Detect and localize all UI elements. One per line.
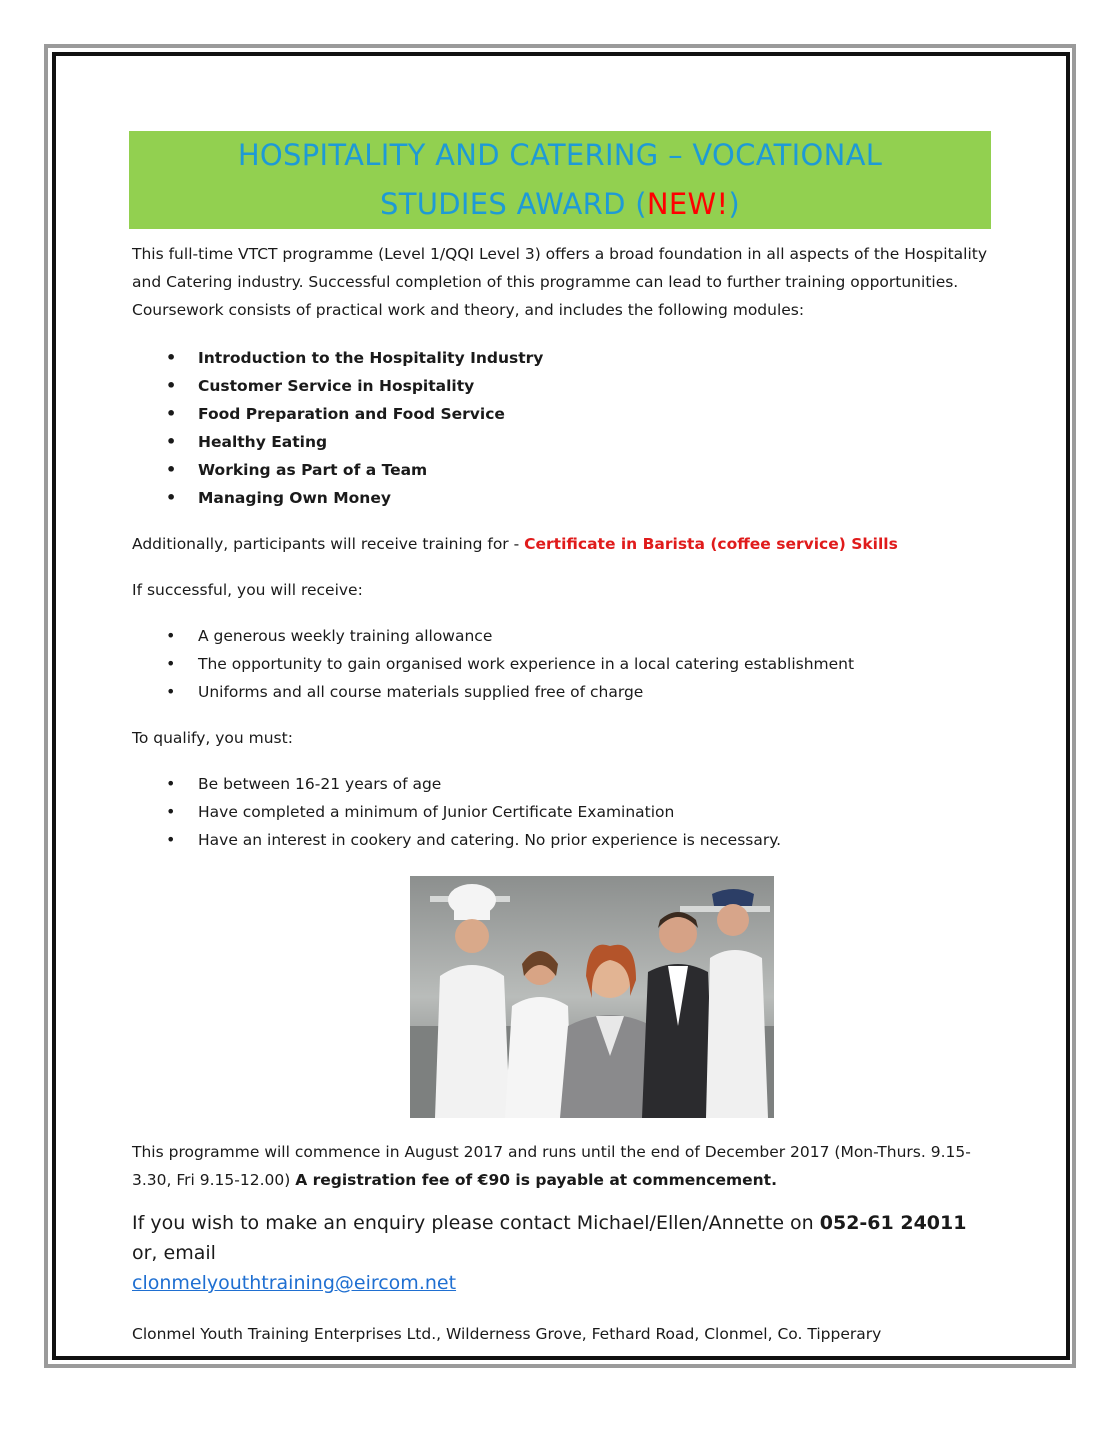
receive-item: • Uniforms and all course materials supplied free of charge	[132, 678, 992, 706]
module-item: • Customer Service in Hospitality	[132, 372, 992, 400]
enquiry-paragraph	[132, 1208, 992, 1298]
receive-item: • A generous weekly training allowance	[132, 622, 992, 650]
email-link[interactable]: clonmelyouthtraining@eircom.net	[132, 1272, 457, 1294]
catering-staff-photo	[410, 876, 774, 1118]
qualify-heading: To qualify, you must:	[132, 729, 293, 747]
phone-number: 052-61 24011	[819, 1212, 967, 1234]
new-badge: NEW!	[646, 187, 729, 221]
company-address: Clonmel Youth Training Enterprises Ltd., Wilderness Grove, Fethard Road, Clonmel, Co. Tipperary	[132, 1325, 882, 1343]
qualify-item: • Have completed a minimum of Junior Certificate Examination	[132, 798, 992, 826]
receive-list	[132, 622, 992, 706]
enquiry-text: If you wish to make an enquiry please contact Michael/Ellen/Annette on	[132, 1212, 820, 1234]
intro-paragraph: This full-time VTCT programme (Level 1/QQI Level 3) offers a broad foundation in all aspects of the Hospitality and Catering industry. Successful completion of this programme can lead to further training opportunities. Coursework consists of practical work and theory, and includes the following modules:	[132, 245, 988, 319]
module-item: • Working as Part of a Team	[132, 456, 992, 484]
additional-prefix: Additionally, participants will receive training for -	[132, 535, 525, 553]
additional-training	[132, 530, 992, 558]
title-line-2	[129, 180, 991, 229]
receive-item: • The opportunity to gain organised work experience in a local catering establishment	[132, 650, 992, 678]
title-line-2-end: )	[728, 187, 741, 221]
module-item: • Healthy Eating	[132, 428, 992, 456]
schedule-text: This programme will commence in August 2017 and runs until the end of December 2017 (Mon-Thurs. 9.15-3.30, Fri 9.15-12.00)	[132, 1143, 971, 1189]
title-line-1: HOSPITALITY AND CATERING – VOCATIONAL	[237, 138, 883, 172]
registration-fee: A registration fee of €90 is payable at commencement.	[295, 1171, 777, 1189]
qualify-list	[132, 770, 992, 854]
modules-list	[132, 344, 992, 512]
barista-certificate: Certificate in Barista (coffee service) Skills	[524, 535, 898, 553]
enquiry-mid: or, email	[132, 1242, 216, 1264]
module-item: • Food Preparation and Food Service	[132, 400, 992, 428]
schedule-paragraph	[132, 1138, 992, 1194]
title-banner	[129, 131, 991, 229]
module-item: • Introduction to the Hospitality Industry	[132, 344, 992, 372]
main-content	[132, 240, 992, 1348]
receive-heading: If successful, you will receive:	[132, 581, 363, 599]
qualify-item: • Have an interest in cookery and catering. No prior experience is necessary.	[132, 826, 992, 854]
module-item: • Managing Own Money	[132, 484, 992, 512]
title-line-2-start: STUDIES AWARD (	[379, 187, 647, 221]
qualify-item: • Be between 16-21 years of age	[132, 770, 992, 798]
